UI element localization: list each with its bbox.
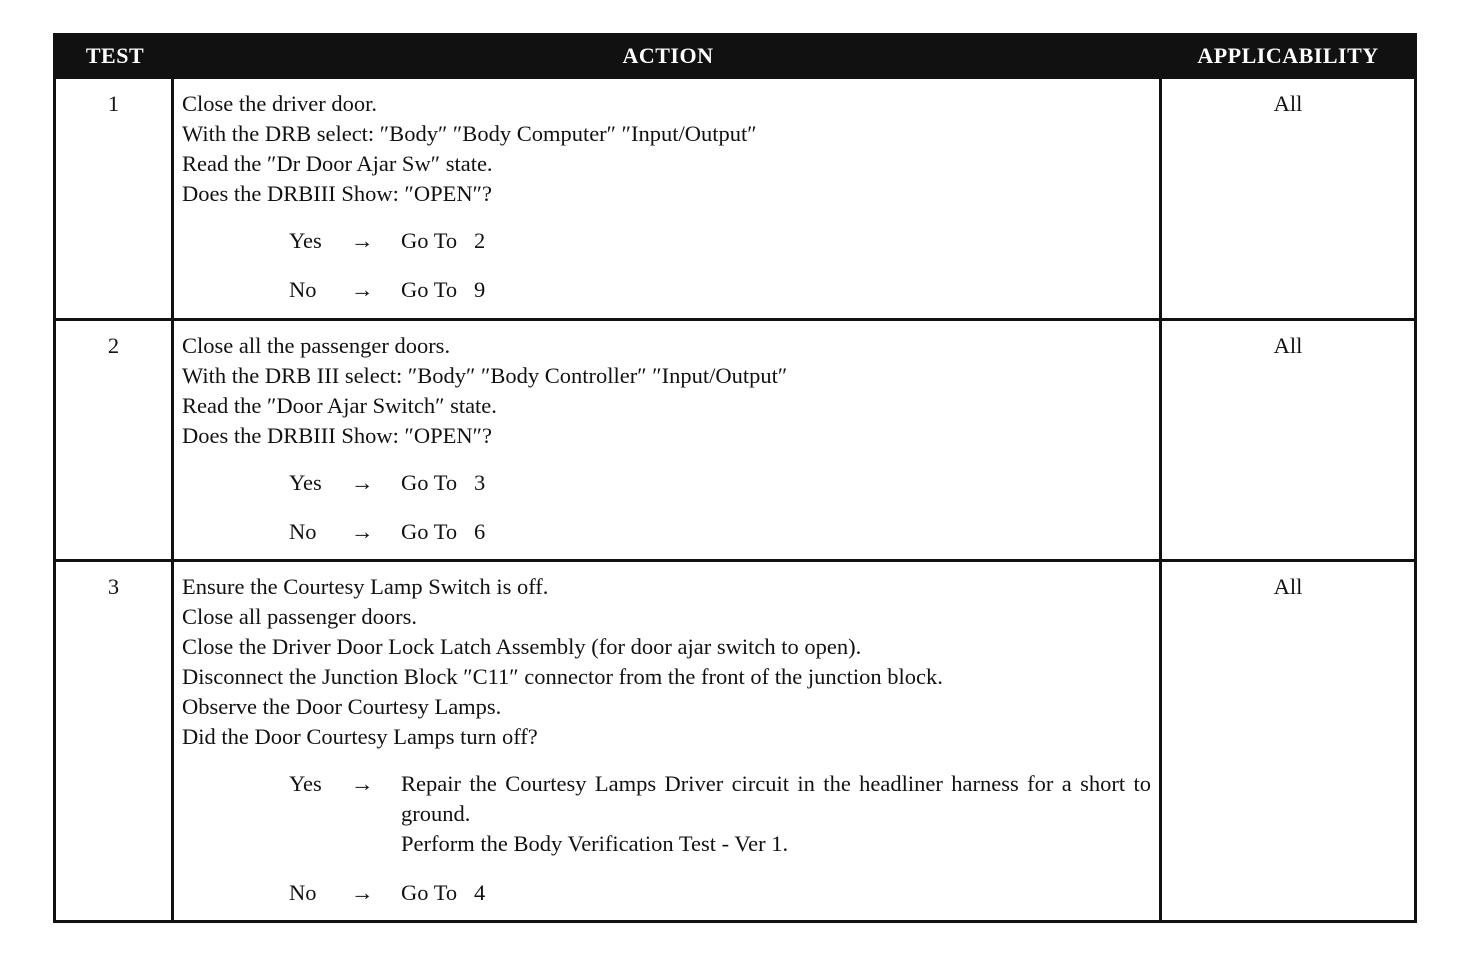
arrow-icon: →: [351, 470, 374, 495]
action-line: Read the ″Dr Door Ajar Sw″ state.: [182, 151, 493, 176]
answer-list: [182, 468, 1151, 547]
answer-result: Go To 9: [401, 277, 486, 302]
diagnostic-test-table: [53, 33, 1417, 923]
action-line: Close the Driver Door Lock Latch Assembly (for door ajar switch to open).: [182, 634, 862, 659]
answer-label: No: [289, 880, 317, 905]
test-number: 2: [56, 321, 174, 559]
answer-no: [289, 275, 1151, 305]
answer-result: Go To 3: [401, 470, 486, 495]
action-cell: [174, 562, 1162, 920]
answer-result-line: Perform the Body Verification Test - Ver 1.: [401, 831, 789, 856]
action-cell: [174, 321, 1162, 559]
header-action: ACTION: [622, 43, 714, 68]
test-number: 3: [56, 562, 174, 920]
arrow-icon: →: [351, 277, 374, 302]
header-test: TEST: [85, 43, 145, 68]
answer-list: [182, 226, 1151, 305]
table-row: [56, 318, 1414, 559]
answer-result: Go To 2: [401, 228, 486, 253]
applicability-cell: All: [1273, 91, 1303, 116]
answer-result: Go To 4: [401, 880, 486, 905]
table-row: [56, 559, 1414, 920]
arrow-icon: →: [351, 519, 374, 544]
applicability-cell: All: [1273, 333, 1303, 358]
answer-label: Yes: [289, 228, 322, 253]
answer-label: Yes: [289, 771, 322, 796]
table-header: [56, 36, 1414, 76]
action-line: Ensure the Courtesy Lamp Switch is off.: [182, 574, 549, 599]
action-line: Close all passenger doors.: [182, 604, 417, 629]
answer-result: Go To 6: [401, 519, 486, 544]
action-cell: [174, 79, 1162, 318]
test-number: 1: [56, 79, 174, 318]
action-line: Does the DRBIII Show: ″OPEN″?: [182, 423, 492, 448]
answer-no: [289, 878, 1151, 908]
action-line: Close all the passenger doors.: [182, 333, 451, 358]
action-line: With the DRB select: ″Body″ ″Body Computer″ ″Input/Output″: [182, 121, 757, 146]
action-line: Did the Door Courtesy Lamps turn off?: [182, 724, 538, 749]
answer-label: Yes: [289, 470, 322, 495]
arrow-icon: →: [351, 228, 374, 253]
answer-result-line: Repair the Courtesy Lamps Driver circuit in the headliner harness for a short to ground.: [401, 771, 1151, 826]
arrow-icon: →: [351, 880, 374, 905]
applicability-cell: All: [1273, 574, 1303, 599]
action-line: Read the ″Door Ajar Switch″ state.: [182, 393, 497, 418]
action-line: Close the driver door.: [182, 91, 377, 116]
action-line: Disconnect the Junction Block ″C11″ connector from the front of the junction block.: [182, 664, 943, 689]
answer-no: [289, 517, 1151, 547]
table-row: [56, 76, 1414, 318]
answer-result: [401, 769, 1151, 859]
arrow-icon: →: [351, 771, 374, 796]
answer-list: [182, 769, 1151, 908]
answer-yes: [289, 468, 1151, 498]
action-line: Observe the Door Courtesy Lamps.: [182, 694, 502, 719]
action-line: With the DRB III select: ″Body″ ″Body Controller″ ″Input/Output″: [182, 363, 788, 388]
header-applicability: APPLICABILITY: [1197, 43, 1379, 68]
answer-yes: [289, 226, 1151, 256]
answer-label: No: [289, 277, 317, 302]
answer-yes: [289, 769, 1151, 859]
answer-label: No: [289, 519, 317, 544]
action-line: Does the DRBIII Show: ″OPEN″?: [182, 181, 492, 206]
